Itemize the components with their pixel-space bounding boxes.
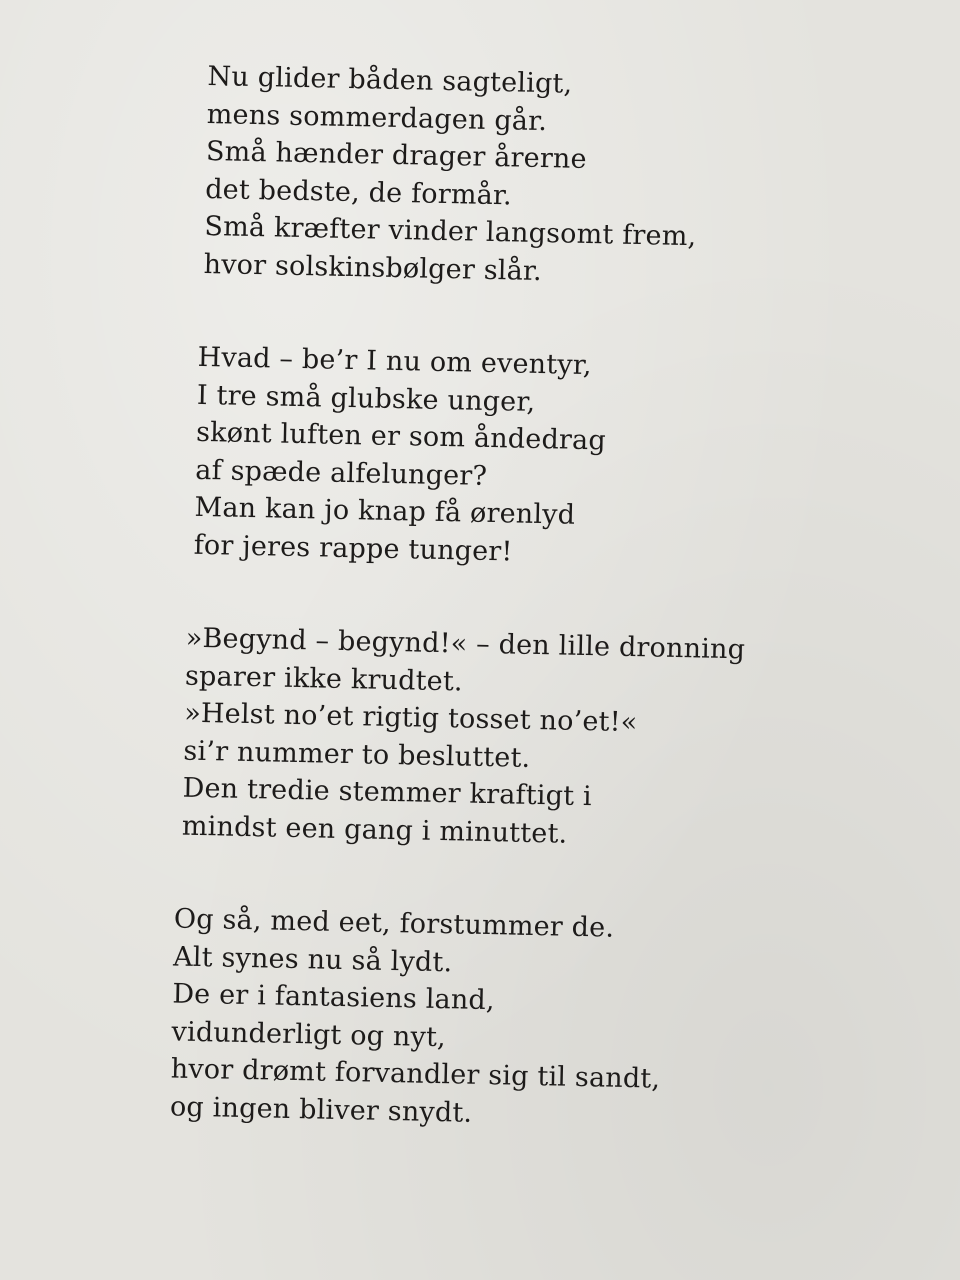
poem-line: Små hænder drager årerne	[205, 135, 588, 175]
stanza-2	[193, 339, 902, 579]
poem-line: sparer ikke krudtet.	[184, 660, 464, 697]
poem-line: Og så, med eet, forstummer de.	[173, 903, 615, 944]
poem-line: og ingen bliver snydt.	[169, 1090, 473, 1129]
poem-line: Den tredie stemmer kraftigt i	[182, 772, 593, 813]
poem-line: hvor drømt forvandler sig til sandt,	[170, 1053, 661, 1095]
poem-line: Nu glider båden sagteligt,	[207, 60, 573, 100]
poem-line: af spæde alfelunger?	[195, 454, 488, 492]
stanza-3	[182, 620, 897, 860]
poem	[169, 58, 907, 1196]
poem-line: hvor solskinsbølger slår.	[203, 248, 543, 287]
poem-line: mens sommerdagen går.	[206, 98, 548, 137]
poem-line: »Helst no’et rigtig tosset no’et!«	[183, 697, 638, 739]
poem-line: Man kan jo knap få ørenlyd	[194, 491, 576, 531]
poem-line: »Begynd – begynd!« – den lille dronning	[185, 622, 746, 666]
stanza-4	[170, 900, 891, 1140]
poem-line: vidunderligt og nyt,	[171, 1015, 447, 1053]
poem-line: skønt luften er som åndedrag	[195, 416, 607, 457]
poem-line: mindst een gang i minuttet.	[181, 810, 568, 850]
poem-line: Hvad – be’r I nu om eventyr,	[197, 341, 593, 382]
poem-line: De er i fantasiens land,	[172, 978, 496, 1017]
stanza-1	[203, 58, 908, 298]
poem-line: Alt synes nu så lydt.	[172, 940, 453, 978]
poem-line: for jeres rappe tunger!	[193, 529, 513, 567]
poem-line: I tre små glubske unger,	[196, 379, 536, 418]
poem-line: det bedste, de formår.	[204, 173, 513, 211]
poem-line: si’r nummer to besluttet.	[183, 735, 531, 774]
poem-line: Små kræfter vinder langsomt frem,	[204, 210, 697, 253]
